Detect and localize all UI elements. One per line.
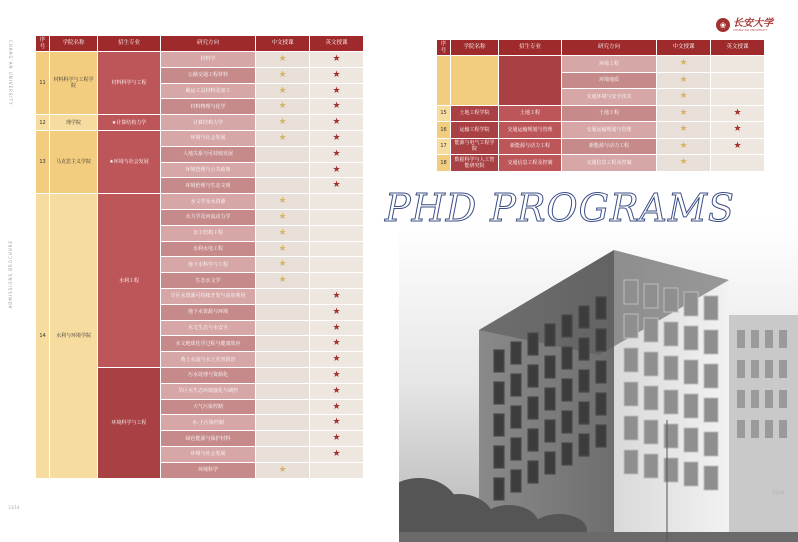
en-cell (310, 99, 364, 115)
cn-cell (256, 115, 310, 131)
chinese-taught-star-icon: ★ (278, 133, 287, 143)
header-en: 英文授课 (310, 36, 364, 52)
logo-english-name: CHANG'AN UNIVERSITY (733, 28, 768, 32)
row-number: 14 (36, 194, 50, 478)
en-cell (310, 194, 364, 210)
page-number-right: 15/16 (772, 490, 784, 495)
chinese-taught-star-icon: ★ (679, 74, 688, 85)
research-direction: 材料物理与化学 (161, 99, 256, 115)
cn-cell (256, 321, 310, 337)
cn-cell (256, 273, 310, 289)
college-name: 能源与电气工程学院 (451, 139, 499, 156)
chinese-taught-star-icon: ★ (278, 117, 287, 128)
cn-cell (256, 463, 310, 479)
research-direction: 环境与社会发展 (161, 131, 256, 147)
research-direction: 水-土污染控制 (161, 415, 256, 431)
header-cn: 中文授课 (657, 40, 711, 56)
major-name: 材料科学与工程 (98, 52, 161, 115)
research-direction: 水文生态与水安全 (161, 321, 256, 337)
english-taught-star-icon: ★ (332, 338, 341, 349)
chinese-taught-star-icon: ★ (278, 243, 287, 254)
cn-cell (256, 368, 310, 384)
cn-cell (256, 352, 310, 368)
cn-cell (657, 155, 711, 172)
chinese-taught-star-icon: ★ (679, 58, 688, 69)
college-name: 土地工程学院 (451, 106, 499, 123)
research-direction: 环境管理与公共政策 (161, 163, 256, 179)
english-taught-star-icon: ★ (332, 101, 341, 112)
english-taught-star-icon: ★ (332, 133, 341, 143)
research-direction: 水文学及水资源 (161, 194, 256, 210)
en-cell (711, 139, 765, 156)
cn-cell (657, 139, 711, 156)
left-programs-table (36, 36, 364, 502)
cn-cell (256, 84, 310, 100)
right-programs-table (437, 40, 765, 172)
chinese-taught-star-icon: ★ (278, 85, 287, 96)
major-name: 新能源与动力工程 (499, 139, 562, 156)
en-cell (711, 106, 765, 123)
en-cell (310, 163, 364, 179)
major-name-continued (499, 56, 562, 106)
university-seal-icon: ❀ (716, 18, 730, 32)
chinese-taught-star-icon: ★ (278, 196, 287, 207)
college-name-continued (451, 56, 499, 106)
cn-cell (256, 131, 310, 147)
en-cell (310, 415, 364, 431)
page-number-left: 13/14 (8, 505, 20, 510)
english-taught-star-icon: ★ (733, 140, 742, 151)
english-taught-star-icon: ★ (332, 385, 341, 396)
research-direction: 公路交通工程材料 (161, 68, 256, 84)
major-name: 环境科学与工程 (98, 368, 161, 479)
english-taught-star-icon: ★ (332, 433, 341, 444)
chinese-taught-star-icon: ★ (679, 107, 688, 118)
cn-cell (657, 106, 711, 123)
en-cell (310, 226, 364, 242)
en-cell (711, 155, 765, 172)
chinese-taught-star-icon: ★ (278, 464, 287, 475)
major-name: 土地工程 (499, 106, 562, 123)
row-number: 18 (437, 155, 451, 172)
row-number: 16 (437, 122, 451, 139)
header-en: 英文授课 (711, 40, 765, 56)
major-name: 交通信息工程及控制 (499, 155, 562, 172)
row-number: 12 (36, 115, 50, 131)
row-number-continued (437, 56, 451, 106)
chinese-taught-star-icon: ★ (278, 259, 287, 270)
en-cell (310, 289, 364, 305)
english-taught-star-icon: ★ (332, 354, 341, 365)
en-cell (310, 400, 364, 416)
university-logo (716, 14, 788, 36)
right-page (399, 0, 798, 542)
logo-chinese-name: 长安大学 (733, 17, 773, 29)
english-taught-star-icon: ★ (332, 148, 341, 159)
college-name: 理学院 (50, 115, 98, 131)
en-cell (711, 56, 765, 73)
en-cell (310, 305, 364, 321)
cn-cell (657, 122, 711, 139)
cn-cell (256, 431, 310, 447)
header-num: 序号 (36, 36, 50, 52)
major-name: ★环境与社会发展 (98, 131, 161, 194)
header-college: 学院名称 (50, 36, 98, 52)
college-name: 材料科学与工程学院 (50, 52, 98, 115)
english-taught-star-icon: ★ (733, 107, 742, 118)
research-direction: 黄土水流与水土灾害防治 (161, 352, 256, 368)
cn-cell (256, 242, 310, 258)
english-taught-star-icon: ★ (332, 417, 341, 428)
en-cell (711, 89, 765, 106)
side-text-university: CHANG'AN UNIVERSITY (8, 40, 13, 106)
en-cell (310, 147, 364, 163)
en-cell (310, 336, 364, 352)
research-direction: 环境伦理与生态文明 (161, 178, 256, 194)
college-name: 运输工程学院 (451, 122, 499, 139)
research-direction: 地下水资源与环境 (161, 305, 256, 321)
en-cell (310, 257, 364, 273)
en-cell (310, 384, 364, 400)
english-taught-star-icon: ★ (332, 180, 341, 191)
row-number: 13 (36, 131, 50, 194)
english-taught-star-icon: ★ (332, 401, 341, 412)
research-direction: 环境工程 (562, 56, 657, 73)
research-direction: 水力学及河流动力学 (161, 210, 256, 226)
en-cell (310, 52, 364, 68)
college-name: 数据科学与人工智能研究院 (451, 155, 499, 172)
research-direction: 水利水电工程 (161, 242, 256, 258)
cn-cell (256, 289, 310, 305)
en-cell (310, 352, 364, 368)
research-direction: 环境科学 (161, 463, 256, 479)
en-cell (310, 84, 364, 100)
chinese-taught-star-icon: ★ (679, 157, 688, 168)
major-name: 交通运输规划与管理 (499, 122, 562, 139)
cn-cell (256, 384, 310, 400)
header-direction: 研究方向 (161, 36, 256, 52)
research-direction: 交通信息工程及控制 (562, 155, 657, 172)
college-name: 马克思主义学院 (50, 131, 98, 194)
cn-cell (256, 336, 310, 352)
research-direction: 环境地质 (562, 73, 657, 90)
research-direction: 绿色能源与保护材料 (161, 431, 256, 447)
cn-cell (256, 210, 310, 226)
campus-building-photo (399, 220, 798, 542)
cn-cell (657, 73, 711, 90)
college-name: 水利与环境学院 (50, 194, 98, 478)
cn-cell (256, 447, 310, 463)
cn-cell (256, 257, 310, 273)
research-direction: 材料学 (161, 52, 256, 68)
english-taught-star-icon: ★ (332, 306, 341, 317)
en-cell (310, 431, 364, 447)
research-direction: 交通运输规划与管理 (562, 122, 657, 139)
english-taught-star-icon: ★ (332, 291, 341, 301)
english-taught-star-icon: ★ (332, 164, 341, 175)
cn-cell (256, 147, 310, 163)
phd-programs-title: PHD PROGRAMS (385, 186, 735, 230)
cn-cell (256, 400, 310, 416)
english-taught-star-icon: ★ (733, 124, 742, 135)
en-cell (711, 73, 765, 90)
research-direction: 交通环境与安全技术 (562, 89, 657, 106)
header-cn: 中文授课 (256, 36, 310, 52)
cn-cell (256, 178, 310, 194)
cn-cell (256, 305, 310, 321)
chinese-taught-star-icon: ★ (278, 69, 287, 80)
research-direction: 水文地球化学过程与健康效应 (161, 336, 256, 352)
header-college: 学院名称 (451, 40, 499, 56)
en-cell (310, 463, 364, 479)
major-name: ★计算结构力学 (98, 115, 161, 131)
chinese-taught-star-icon: ★ (278, 227, 287, 238)
chinese-taught-star-icon: ★ (278, 101, 287, 112)
research-direction: 旱区水生态环境演化与调控 (161, 384, 256, 400)
research-direction: 生态水文学 (161, 273, 256, 289)
english-taught-star-icon: ★ (332, 117, 341, 128)
en-cell (310, 131, 364, 147)
en-cell (310, 210, 364, 226)
research-direction: 旱区水资源可持续开发与高效利用 (161, 289, 256, 305)
english-taught-star-icon: ★ (332, 322, 341, 333)
cn-cell (657, 89, 711, 106)
research-direction: 大气污染控制 (161, 400, 256, 416)
chinese-taught-star-icon: ★ (679, 91, 688, 102)
cn-cell (256, 226, 310, 242)
chinese-taught-star-icon: ★ (278, 54, 287, 64)
en-cell (310, 242, 364, 258)
research-direction: 计算结构力学 (161, 115, 256, 131)
research-direction: 土地工程 (562, 106, 657, 123)
research-direction: 人地关系与可持续发展 (161, 147, 256, 163)
cn-cell (657, 56, 711, 73)
header-major: 招生专业 (499, 40, 562, 56)
header-major: 招生专业 (98, 36, 161, 52)
row-number: 17 (437, 139, 451, 156)
chinese-taught-star-icon: ★ (679, 140, 688, 151)
research-direction: 地下水科学与工程 (161, 257, 256, 273)
cn-cell (256, 415, 310, 431)
en-cell (310, 178, 364, 194)
english-taught-star-icon: ★ (332, 69, 341, 80)
english-taught-star-icon: ★ (332, 370, 341, 380)
cn-cell (256, 163, 310, 179)
research-direction: 水工结构工程 (161, 226, 256, 242)
research-direction: 环境与社会发展 (161, 447, 256, 463)
cn-cell (256, 68, 310, 84)
chinese-taught-star-icon: ★ (679, 124, 688, 135)
major-name: 水利工程 (98, 194, 161, 368)
cn-cell (256, 194, 310, 210)
research-direction: 载运工具材料及加工 (161, 84, 256, 100)
header-direction: 研究方向 (562, 40, 657, 56)
research-direction: 新能源与动力工程 (562, 139, 657, 156)
cn-cell (256, 52, 310, 68)
english-taught-star-icon: ★ (332, 85, 341, 96)
en-cell (310, 447, 364, 463)
side-text-brochure: ADMISSIONS BROCHURE (8, 240, 13, 309)
row-number: 11 (36, 52, 50, 115)
cn-cell (256, 99, 310, 115)
row-number: 15 (437, 106, 451, 123)
english-taught-star-icon: ★ (332, 449, 341, 459)
header-num: 序号 (437, 40, 451, 56)
en-cell (310, 321, 364, 337)
en-cell (310, 68, 364, 84)
chinese-taught-star-icon: ★ (278, 275, 287, 286)
research-direction: 污水处理与资源化 (161, 368, 256, 384)
en-cell (310, 115, 364, 131)
en-cell (310, 368, 364, 384)
en-cell (310, 273, 364, 289)
chinese-taught-star-icon: ★ (278, 212, 287, 222)
english-taught-star-icon: ★ (332, 54, 341, 64)
en-cell (711, 122, 765, 139)
